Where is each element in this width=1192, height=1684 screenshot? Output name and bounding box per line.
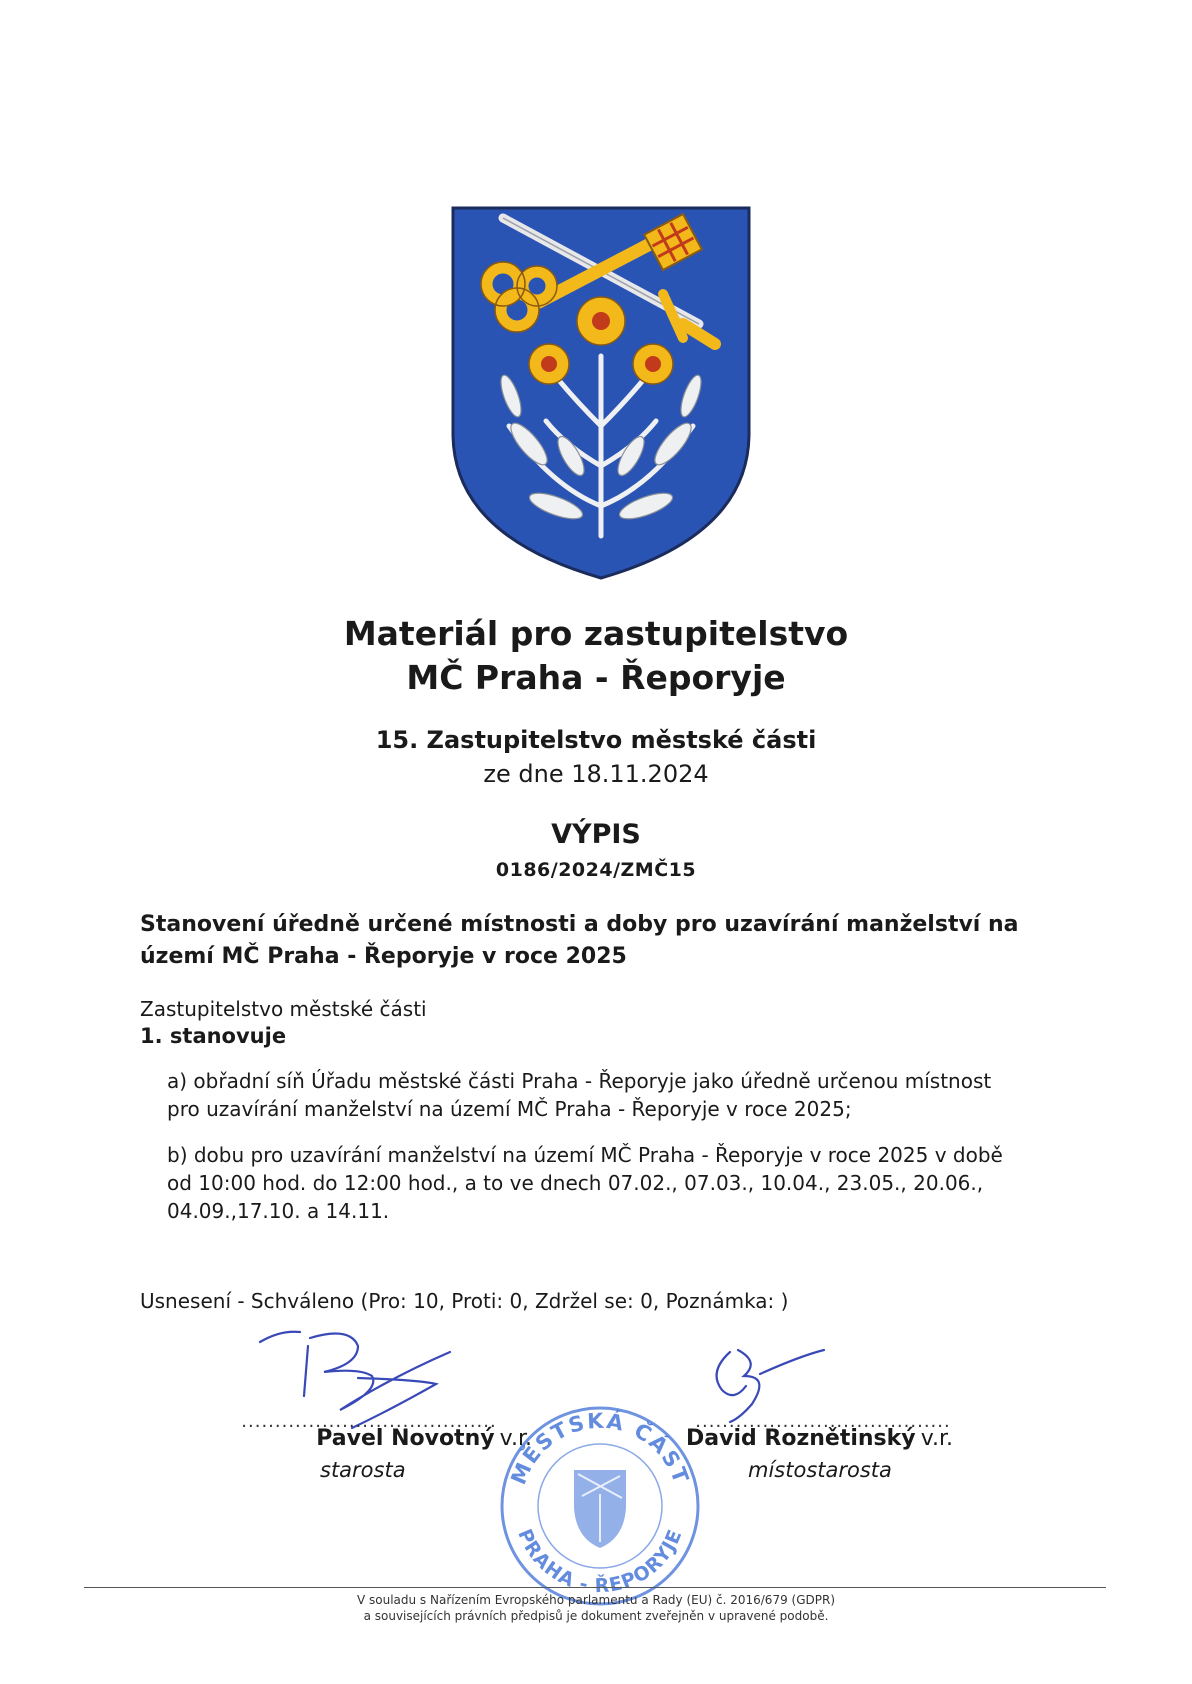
resolution-point: 1. stanovuje [140,1024,287,1048]
svg-text:MĚSTSKÁ ČÁST: MĚSTSKÁ ČÁST [506,1408,694,1488]
subject-line-2: území MČ Praha - Řeporyje v roce 2025 [140,944,627,969]
subject-line-1: Stanovení úředně určené místnosti a doby pro uzavírání manželství na [140,912,1019,937]
document-type: VÝPIS [551,819,641,850]
page-title-line-1: Materiál pro zastupitelstvo [343,614,849,653]
session-date: ze dne 18.11.2024 [483,760,709,788]
page-title-line-2: MČ Praha - Řeporyje [406,658,786,697]
reference-number: 0186/2024/ZMČ15 [495,859,697,881]
signatory-name-left: Pavel Novotný [316,1426,495,1451]
signatory-left [206,1426,532,1451]
item-b-line-3: 04.09.,17.10. a 14.11. [167,1199,390,1223]
footer-notice-line-2: a souvisejících právních předpisů je dokument zveřejněn v upravené podobě. [363,1609,829,1623]
signatory-role-left: starosta [320,1458,406,1482]
council-label: Zastupitelstvo městské části [140,997,427,1021]
signatory-role-right: místostarosta [748,1458,892,1482]
item-b-line-2: od 10:00 hod. do 12:00 hod., a to ve dnech 07.02., 07.03., 10.04., 23.05., 20.06., [167,1171,984,1195]
item-a-line-2: pro uzavírání manželství na území MČ Praha - Řeporyje v roce 2025; [167,1097,852,1121]
footer-divider [84,1587,1106,1588]
item-a-line-1: a) obřadní síň Úřadu městské části Praha - Řeporyje jako úředně určenou místnost [167,1069,992,1093]
signatory-name-right: David Roznětinský [686,1426,916,1451]
item-b-line-1: b) dobu pro uzavírání manželství na území MČ Praha - Řeporyje v roce 2025 v době [167,1143,1003,1167]
signatory-right [686,1426,953,1451]
session-heading: 15. Zastupitelstvo městské části [375,726,817,754]
signature-line-left: ...................................... [241,1411,497,1432]
footer-notice-line-1: V souladu s Nařízením Evropského parlamentu a Rady (EU) č. 2016/679 (GDPR) [356,1593,836,1607]
signatory-suffix-right: v.r. [920,1426,954,1451]
signature-line-right: ...................................... [695,1411,951,1432]
coat-of-arms-logo [451,206,751,581]
svg-text:PRAHA - ŘEPORYJE: PRAHA - ŘEPORYJE [513,1525,687,1598]
vote-result: Usnesení - Schváleno (Pro: 10, Proti: 0, Zdržel se: 0, Poznámka: ) [140,1289,789,1313]
signatory-suffix-left: v.r. [499,1426,532,1451]
